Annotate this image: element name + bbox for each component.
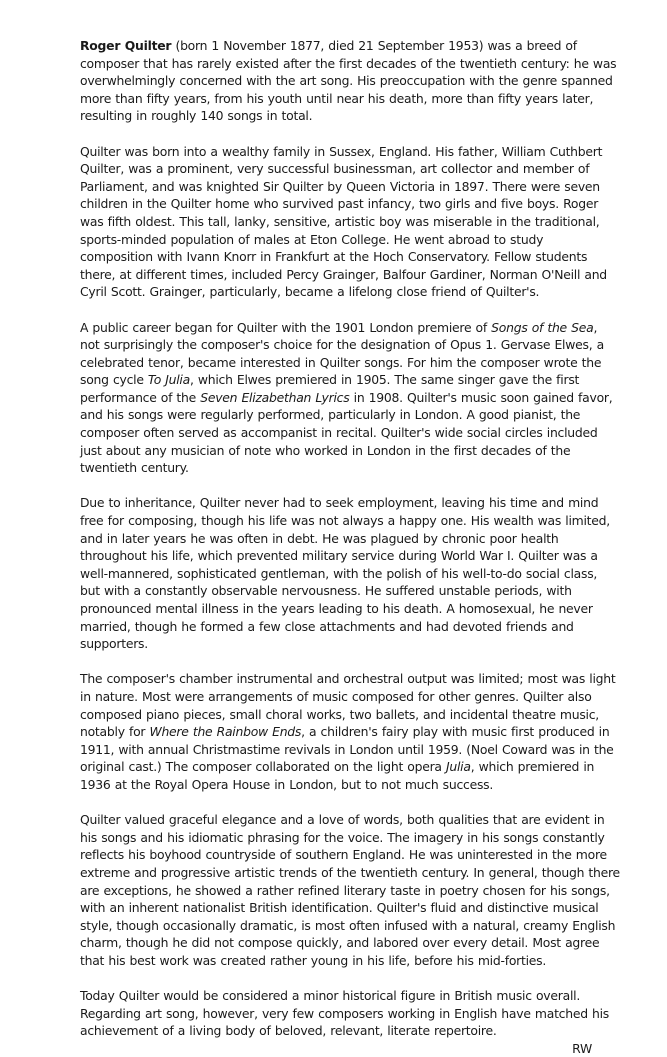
paragraph-text: , a children's fairy play with music first produced in 1911, with annual Christmastime revivals in London until 1959. (Noel Coward was in the original cast.) The composer collaborated on the light opera bbox=[80, 724, 614, 775]
paragraph-text: Quilter valued graceful elegance and a love of words, both qualities that are evident in his songs and his idiomatic phrasing for the voice. The imagery in his songs constantly reflects his boyhood countryside of southern England. He was uninterested in the more extreme and progressive artistic trends of the twentieth century. In general, though there are exceptions, he showed a rather refined literary taste in poetry chosen for his songs, with an inherent nationalist British identification. Quilter's fluid and distinctive musical style, though occasionally dramatic, is most often infused with a natural, creamy English charm, though he did not compose quickly, and labored over every detail. Most agree that his best work was created rather young in his life, before his mid-forties. bbox=[80, 812, 620, 968]
paragraph-early-life bbox=[80, 143, 620, 301]
work-title: Where the Rainbow Ends bbox=[149, 724, 302, 740]
paragraph-other-works bbox=[80, 670, 620, 793]
paragraph-text: , which premiered in 1936 at the Royal Opera House in London, but to not much success. bbox=[80, 759, 595, 792]
work-title: Seven Elizabethan Lyrics bbox=[200, 389, 350, 405]
paragraph-text: A public career began for Quilter with the 1901 London premiere of bbox=[80, 319, 492, 335]
paragraph-text: , which Elwes premiered in 1905. The same singer gave the first performance of the bbox=[80, 372, 580, 405]
work-title: To Julia bbox=[147, 372, 190, 388]
paragraph-text: (born 1 November 1877, died 21 September 1953) was a breed of composer that has rarely existed after the first decades of the twentieth century: he was overwhelmingly concerned with the art song. His preoccupation with the genre spanned more than fifty years, from his youth until near his death, more than fifty years later, resulting in roughly 140 songs in total. bbox=[80, 38, 617, 124]
paragraph-style bbox=[80, 811, 620, 969]
paragraph-career bbox=[80, 319, 620, 477]
paragraph-intro bbox=[80, 37, 620, 125]
paragraph-text: in 1908. Quilter's music soon gained favor, and his songs were regularly performed, particularly in London. A good pianist, the composer often served as accompanist in recital. Quilter's wide social circles included just about any musician of note who worked in London in the first decades of the twentieth century. bbox=[80, 389, 613, 476]
paragraph-text: The composer's chamber instrumental and orchestral output was limited; most was light in nature. Most were arrangements of music composed for other genres. Quilter also composed piano pieces, small choral works, two ballets, and incidental theatre music, notably for bbox=[80, 671, 616, 740]
subject-name: Roger Quilter bbox=[80, 38, 172, 53]
paragraph-text: Quilter was born into a wealthy family in Sussex, England. His father, William Cuthbert Quilter, was a prominent, very successful businessman, art collector and member of Parliament, and was knighted Sir Quilter by Queen Victoria in 1897. There were seven children in the Quilter home who survived past infancy, two girls and five boys. Roger was fifth oldest. This tall, lanky, sensitive, artistic boy was miserable in the traditional, sports-minded population of males at Eton College. He went abroad to study composition with Ivann Knorr in Frankfurt at the Hoch Conservatory. Fellow students there, at different times, included Percy Grainger, Balfour Gardiner, Norman O'Neill and Cyril Scott. Grainger, particularly, became a lifelong close friend of Quilter's. bbox=[80, 143, 607, 300]
paragraph-text: , not surprisingly the composer's choice for the designation of Opus 1. Gervase Elwes, a celebrated tenor, became interested in Quilter songs. For him the composer wrote the song cycle bbox=[80, 319, 604, 388]
paragraph-text: Due to inheritance, Quilter never had to seek employment, leaving his time and mind free for composing, though his life was not always a happy one. His wealth was limited, and in later years he was often in debt. He was plagued by chronic poor health throughout his life, which prevented military service during World War I. Quilter was a well-mannered, sophisticated gentleman, with the polish of his well-to-do social class, but with a constantly observable nervousness. He suffered unstable periods, with pronounced mental illness in the years leading to his death. A homosexual, he never married, though he formed a few close attachments and had devoted friends and supporters. bbox=[80, 495, 610, 652]
author-signature: RW bbox=[572, 1040, 592, 1056]
work-title: Songs of the Sea bbox=[491, 319, 594, 335]
paragraph-legacy bbox=[80, 987, 620, 1040]
paragraph-personal-life bbox=[80, 494, 620, 652]
work-title: Julia bbox=[445, 759, 471, 775]
paragraph-text: Today Quilter would be considered a minor historical figure in British music overall. Regarding art song, however, very few composers working in English have matched his achievement of a living body of beloved, relevant, literate repertoire. bbox=[80, 988, 610, 1039]
document-page bbox=[80, 37, 620, 1057]
